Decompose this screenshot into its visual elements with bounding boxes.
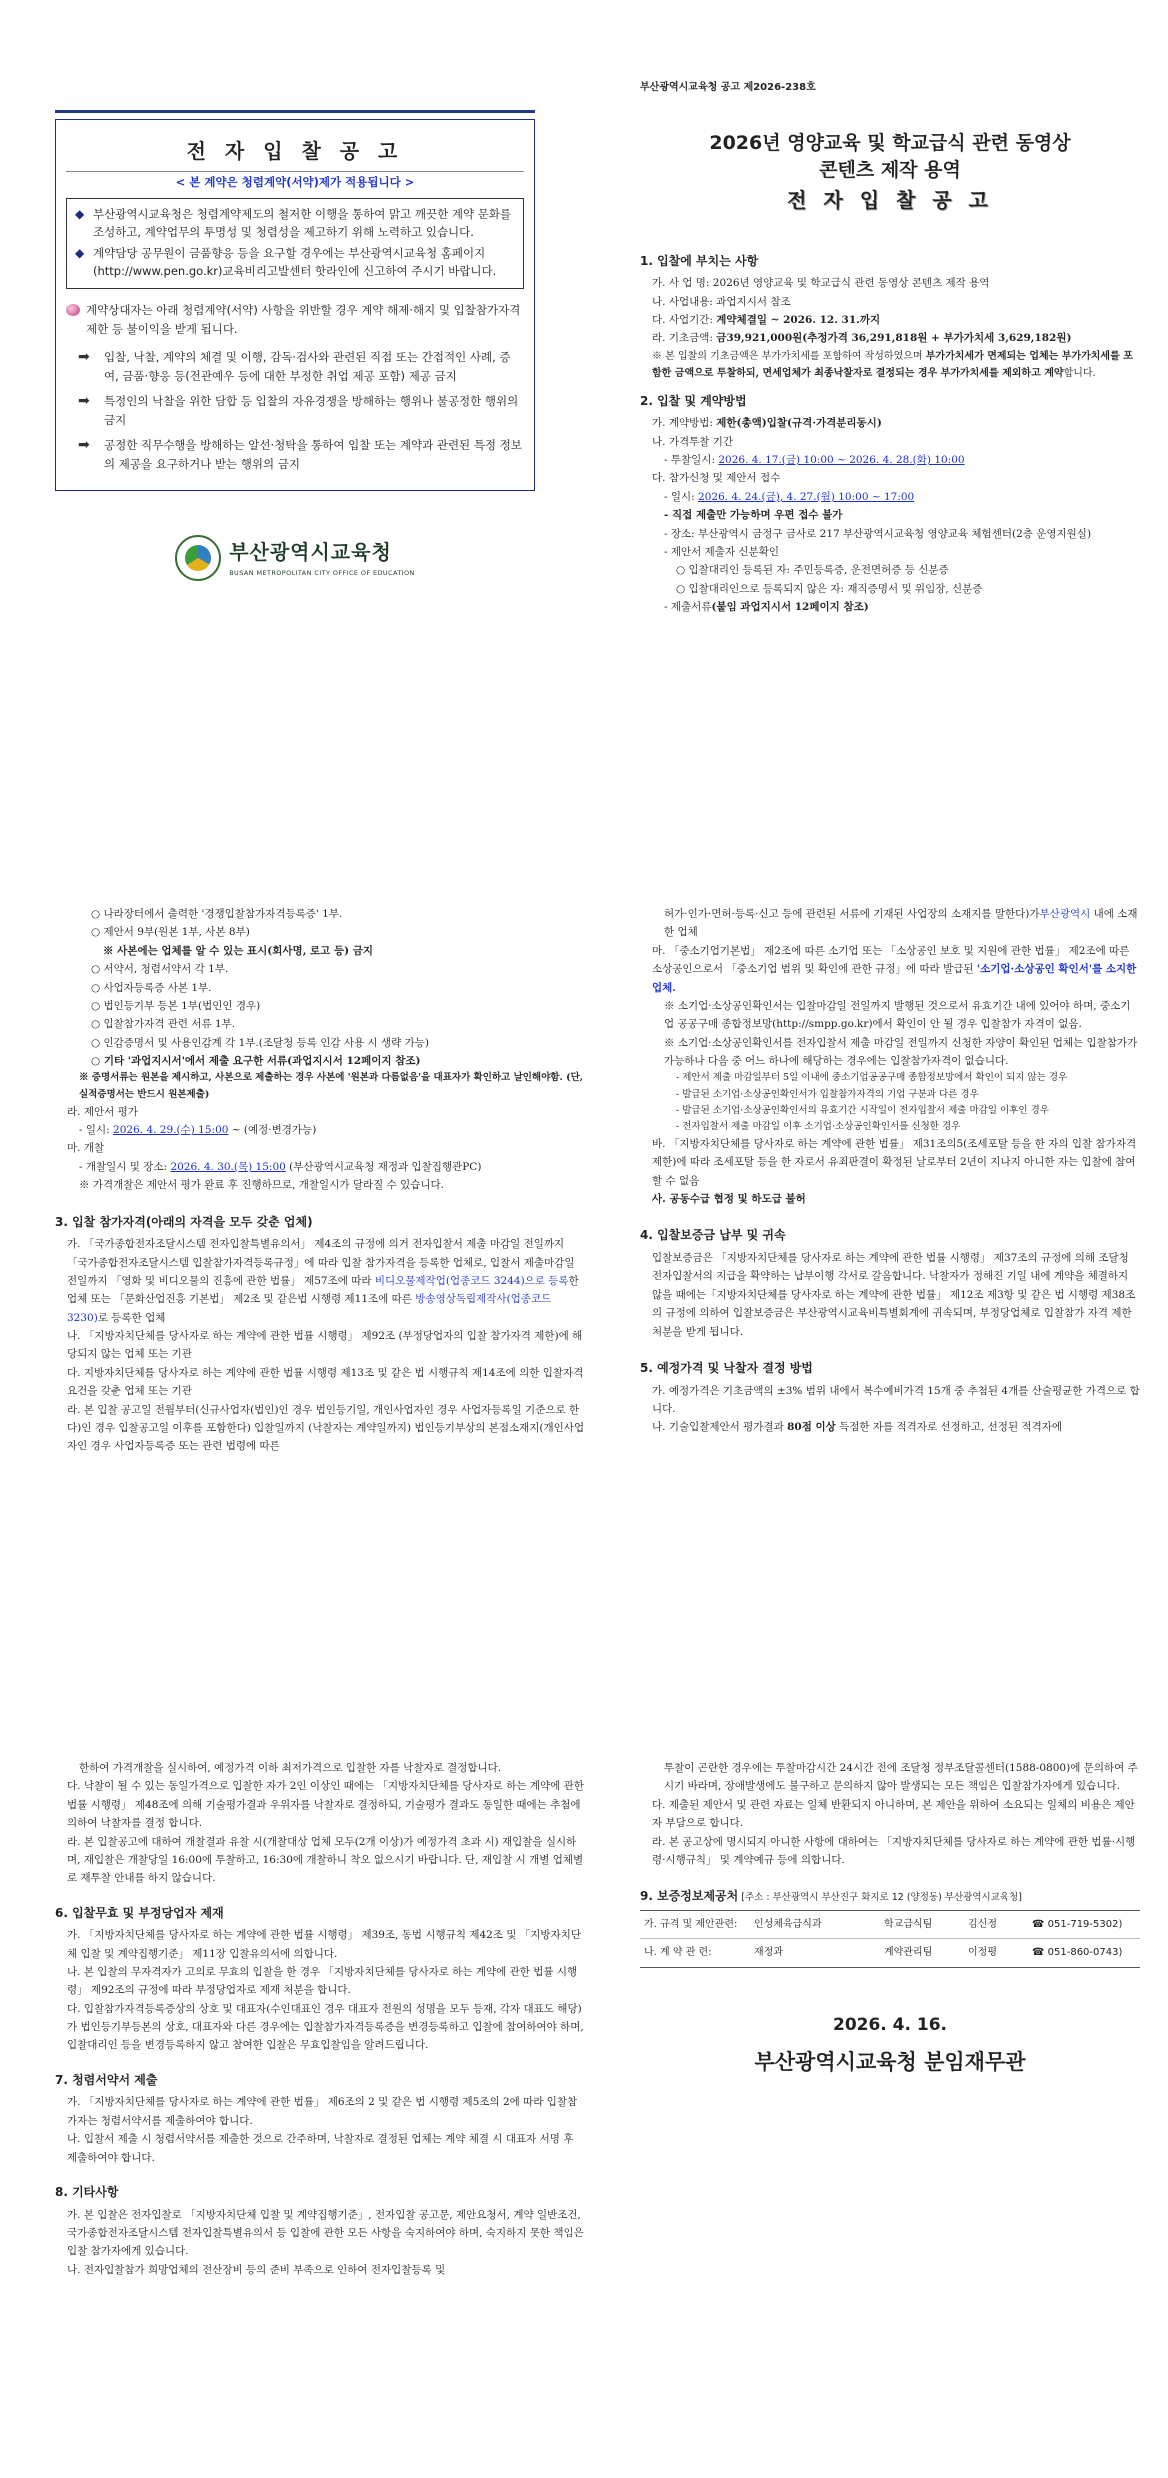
- arrow-right-icon: ➡: [78, 349, 90, 366]
- notice-item: ◆ 부산광역시교육청은 청렴계약제도의 철저한 이행을 통하여 맑고 깨끗한 계약 문화를 조성하고, 계약업무의 투명성 및 청렴성을 제고하기 위해 노력하고 있습니다.: [75, 205, 515, 242]
- notice-item: ◆ 계약담당 공무원이 금품향응 등을 요구할 경우에는 부산광역시교육청 홈페이지(http://www.pen.go.kr)교육비리고발센터 핫라인에 신고하여 주시기 바랍니다.: [75, 244, 515, 281]
- violation-item: ➡ 공정한 직무수행을 방해하는 알선·청탁을 통하여 입찰 또는 계약과 관련된 특정 정보의 제공을 요구하거나 받는 행위의 금지: [78, 436, 524, 474]
- top-rule: [55, 110, 535, 113]
- contact-row: 가. 규격 및 제안관련: 인성체육급식과 학교급식팀 김신정 ☎ 051-719-5302): [640, 1911, 1140, 1940]
- section-heading: 6. 입찰무효 및 부정당업자 제재: [55, 1905, 224, 1920]
- integrity-notice-box: [55, 119, 535, 491]
- logo-name: 부산광역시교육청: [229, 540, 392, 565]
- contact-row: 나. 계 약 관 련: 재정과 계약관리팀 이정평 ☎ 051-860-0743): [640, 1939, 1140, 1967]
- emblem-icon: [175, 535, 221, 581]
- section-heading: 2. 입찰 및 계약방법: [640, 393, 747, 408]
- announcement-number: 부산광역시교육청 공고 제2026-238호: [640, 82, 816, 93]
- warning-item: 계약상대자는 아래 청렴계약(서약) 사항을 위반할 경우 계약 해제·해지 및 입찰참가자격 제한 등 불이익을 받게 됩니다.: [66, 301, 524, 338]
- section-heading: 5. 예정가격 및 낙찰자 결정 방법: [640, 1360, 813, 1375]
- announcement-title-main: 전 자 입 찰 공 고: [787, 187, 993, 212]
- section-heading: 1. 입찰에 부치는 사항: [640, 253, 759, 268]
- announcement-page-2-left: ○ 나라장터에서 출력한 '경쟁입찰참가자격등록증' 1부. ○ 제안서 9부(원본 1부, 사본 8부) ※ 사본에는 업체를 알 수 있는 표시(회사명, 로고 등) 금지 ○ 서약서, 청렴서약서 각 1부. ○ 사업자등록증 사본 1부. ○ 법인등기부 등본 1부(법인인 경우) ○ 입찰참가자격 관련 서류 1부. ○ 인감증명서 및 사용인감계 각 1부.(조달청 등록 인감 사용 시 생략 가능) ○ 기타 '과업지시서'에서 제출 요구한 서류(과업지시서 12페이지 참조) ※ 증명서류는 원본을 제시하고, 사본으로 제출하는 경우 사본에 '원본과 다름없음'을 대표자가 확인하고 날인해야함. (단, 실적증명서는 반드시 원본제출) 라. 제안서 평가 - 일시: 2026. 4. 29.(수) 15:00 ~ (예정·변경가능) 마. 개찰 - 개찰일시 및 장소: 2026. 4. 30.(목) 15:00 (부산광역시교육청 재정과 입찰집행관PC) ※ 가격개찰은 제안서 평가 완료 후 진행하므로, 개찰일시가 달라질 수 있습니다. 3. 입찰 참가자격(아래의 자격을 모두 갖춘 업체) 가. 「국가종합전자조달시스템 전자입찰특별유의서」 제4조의 규정에 의거 전자입찰서 제출 마감일 전일까지 「국가종합전자조달시스템 입찰참가자격등록규정」에 따라 입찰 참가자격을 등록한 업체로, 입찰서 제출마감일 전일까지 「영화 및 비디오물의 진흥에 관한 법률」 제57조에 따라 비디오물제작업(업종코드 3244)으로 등록한 업체 또는 「문화산업진흥 기본법」 제2조 및 같은법 시행령 제11조에 따른 방송영상독립제작사(업종코드 3230)로 등록한 업체 나. 「지방자치단체를 당사자로 하는 계약에 관한 법률 시행령」 제92조 (부정당업자의 입찰 참가자격 제한)에 해당되지 않는 업체 또는 기관 다. 지방자치단체를 당사자로 하는 계약에 관한 법률 시행령 제13조 및 같은 법 시행규칙 제14조에 의한 입찰자격 요건을 갖춘 업체 또는 기관 라. 본 입찰 공고일 전월부터(신규사업자(법인)인 경우 법인등기일, 개인사업자인 경우 사업자등록일 기준으로 한다)인 경우 입찰공고일 이후를 포함한다) 입찰일까지 (낙찰자는 계약일까지) 법인등기부상의 본점소재지(개인사업자인 경우 사업자등록증 또는 관련 법령에 따른: [55, 908, 585, 1453]
- section-heading: 8. 기타사항: [55, 2184, 119, 2199]
- phone-number: ☎ 051-719-5302): [1032, 1918, 1123, 1930]
- cover-page: [55, 110, 535, 890]
- diamond-icon: ◆: [75, 245, 85, 260]
- integrity-inner-box: [66, 198, 524, 290]
- cover-subtitle: < 본 계약은 청렴계약(서약)제가 적용됩니다 >: [66, 171, 524, 192]
- cover-title: 전 자 입 찰 공 고: [186, 139, 404, 163]
- signature-date: 2026. 4. 16.: [832, 2014, 947, 2035]
- arrow-right-icon: ➡: [78, 437, 90, 454]
- section-heading: 9. 보증정보제공처 [주소 : 부산광역시 부산진구 화지로 12 (양정동) 부산광역시교육청]: [640, 1889, 1022, 1904]
- section-heading: 3. 입찰 참가자격(아래의 자격을 모두 갖춘 업체): [55, 1214, 313, 1229]
- arrow-right-icon: ➡: [78, 393, 90, 410]
- announcement-page-3-left: 한하여 가격개찰을 실시하여, 예정가격 이하 최저가격으로 입찰한 자를 낙찰자로 결정합니다. 다. 낙찰이 될 수 있는 동일가격으로 입찰한 자가 2인 이상인 때에는 「지방자치단체를 당사자로 하는 계약에 관한 법률 시행령」 제48조에 의해 기술평가결과 우위자를 낙찰자로 결정하되, 기술평가 결과도 동일한 때에는 추첨에 의하여 낙찰자를 결정 합니다. 라. 본 입찰공고에 대하여 개찰결과 유찰 시(개찰대상 업체 모두(2개 이상)가 예정가격 초과 시) 재입찰을 실시하며, 재입찰은 개찰당일 16:00에 투찰하고, 16:30에 개찰하니 착오 없으시기 바랍니다. 단, 재입찰 시 개별 업체별로 재투찰 안내를 하지 않습니다. 6. 입찰무효 및 부정당업자 제재 가. 「지방자치단체를 당사자로 하는 계약에 관한 법률 시행령」 제39조, 동법 시행규칙 제42조 및 「지방자치단체 입찰 및 계약집행기준」 제11장 입찰유의서에 의합니다. 나. 본 입찰의 무자격자가 고의로 무효의 입찰을 한 경우 「지방자치단체를 당사자로 하는 계약에 관한 법률 시행령」 제92조의 규정에 따라 부정당업자로 제재 처분을 합니다. 다. 입찰참가자격등록증상의 상호 및 대표자(수인대표인 경우 대표자 전원의 성명을 모두 등재, 각자 대표도 해당)가 법인등기부등본의 상호, 대표자와 다른 경우에는 입찰참가자격등록증을 변경등록하고 입찰에 참여하여야 하며, 입찰대리인 등을 변경등록하지 않고 참여한 입찰은 무효입찰임을 알려드립니다. 7. 청렴서약서 제출 가. 「지방자치단체를 당사자로 하는 계약에 관한 법률」 제6조의 2 및 같은 법 시행령 제5조의 2에 따라 입찰참가자는 청렴서약서를 제출하여야 합니다. 나. 입찰서 제출 시 청렴서약서를 제출한 것으로 간주하며, 낙찰자로 결정된 업체는 계약 체결 시 대표자 서명 후 제출하여야 합니다. 8. 기타사항 가. 본 입찰은 전자입찰로 「지방자치단체 입찰 및 계약집행기준」, 전자입찰 공고문, 제안요청서, 계약 일반조건, 국가종합전자조달시스템 전자입찰특별유의서 등 입찰에 관한 모든 사항을 숙지하여야 하며, 숙지하지 못한 책임은 입찰 참가자에게 있습니다. 나. 전자입찰참가 희망업체의 전산장비 등의 준비 부족으로 인하여 전자입찰등록 및: [55, 1762, 584, 2276]
- phone-number: ☎ 051-860-0743): [1032, 1947, 1123, 1959]
- section-heading: 7. 청렴서약서 제출: [55, 2072, 158, 2087]
- announcement-page-1: 부산광역시교육청 공고 제2026-238호 2026년 영양교육 및 학교급식 관련 동영상 콘텐츠 제작 용역 전 자 입 찰 공 고 1. 입찰에 부치는 사항 가. 사 업 명: 2026년 영양교육 및 학교급식 관련 동영상 콘텐츠 제작 용역 나. 사업내용: 과업지시서 참조 다. 사업기간: 계약체결일 ~ 2026. 12. 31.까지 라. 기초금액: 금39,921,000원(추정가격 36,291,818원 + 부가가치세 3,629,182원) ※ 본 입찰의 기초금액은 부가가치세를 포함하여 작성하였으며 부가가치세가 면제되는 업체는 부가가치세를 포함한 금액으로 투찰하되, 면세업체가 최종낙찰자로 결정되는 경우 부가가치세를 제외하고 계약합니다. 2. 입찰 및 계약방법 가. 계약방법: 제한(총액)입찰(규격·가격분리동시) 나. 가격투찰 기간 - 투찰일시: 2026. 4. 17.(금) 10:00 ~ 2026. 4. 28.(화) 10:00 다. 참가신청 및 제안서 접수 - 일시: 2026. 4. 24.(금), 4. 27.(월) 10:00 ~ 17:00 - 직접 제출만 가능하며 우편 접수 불가 - 장소: 부산광역시 금정구 금사로 217 부산광역시교육청 영양교육 체험센터(2층 운영지원실) - 제안서 제출자 신분확인 ○ 입찰대리인 등록된 자: 주민등록증, 운전면허증 등 신분증 ○ 입찰대리인으로 등록되지 않은 자: 재직증명서 및 위임장, 신분증 - 제출서류(붙임 과업지시서 12페이지 참조): [640, 80, 1140, 890]
- announcement-page-3-right: 투찰이 곤란한 경우에는 투찰마감시간 24시간 전에 조달청 정부조달콜센터(1588-0800)에 문의하여 주시기 바라며, 장애발생에도 불구하고 문의하지 않아 발생되는 모든 책임은 입찰참가자에게 있습니다. 다. 제출된 제안서 및 관련 자료는 일체 반환되지 아니하며, 본 제안을 위하여 소요되는 일체의 비용은 제안자 부담으로 합니다. 라. 본 공고상에 명시되지 아니한 사항에 대하여는 「지방자치단체를 당사자로 하는 계약에 관한 법률·시행령·시행규칙」 및 계약예규 등에 의합니다. 9. 보증정보제공처 [주소 : 부산광역시 부산진구 화지로 12 (양정동) 부산광역시교육청] 가. 규격 및 제안관련: 인성체육급식과 학교급식팀 김신정 ☎ 051-719-5302) 나. 계 약 관 련: 재정과 계약관리팀 이정평 ☎ 051-860-0743) 2026. 4. 16. 부산광역시교육청 분임재무관: [640, 1745, 1140, 2465]
- violation-item: ➡ 특정인의 낙찰을 위한 담합 등 입찰의 자유경쟁을 방해하는 행위나 불공정한 행위의 금지: [78, 392, 524, 430]
- section-heading: 4. 입찰보증금 납부 및 귀속: [640, 1228, 786, 1243]
- diamond-icon: ◆: [75, 206, 85, 221]
- logo-subtitle: BUSAN METROPOLITAN CITY OFFICE OF EDUCATION: [229, 569, 415, 578]
- contact-table: [640, 1910, 1140, 1968]
- note: ※ 본 입찰의 기초금액은 부가가치세를 포함하여 작성하였으며 부가가치세가 면제되는 업체는 부가가치세를 포함한 금액으로 투찰하되, 면세업체가 최종낙찰자로 결정되는 경우 부가가치세를 제외하고 계약합니다.: [652, 350, 1133, 379]
- announcement-title: 2026년 영양교육 및 학교급식 관련 동영상: [709, 131, 1071, 154]
- announcement-page-2-right: 허가·인가·면허·등록·신고 등에 관련된 서류에 기재된 사업장의 소재지를 말한다)가부산광역시 내에 소재한 업체 마. 「중소기업기본법」 제2조에 따른 소기업 또는 「소상공인 보호 및 지원에 관한 법률」 제2조에 따른 소상공인으로서 「중소기업 범위 및 확인에 관한 규정」에 따라 발급된 '소기업·소상공인 확인서'를 소지한 업체. ※ 소기업·소상공인확인서는 입찰마감일 전일까지 발행된 것으로서 유효기간 내에 있어야 하며, 중소기업 공공구매 종합정보망(http://smpp.go.kr)에서 확인이 안 될 경우 입찰참가 자격이 없음. ※ 소기업·소상공인확인서를 전자입찰서 제출 마감일 전일까지 신청한 자양이 확인된 업체는 입찰참가가 가능하나 다음 중 어느 하나에 해당하는 경우에는 입찰참가자격이 없습니다. - 제안서 제출 마감일부터 5일 이내에 중소기업공공구매 종합정보망에서 확인이 되지 않는 경우 - 발급된 소기업·소상공인확인서가 입찰참가자격의 기업 구분과 다른 경우 - 발급된 소기업·소상공인확인서의 유효기간 시작일이 전자입찰서 제출 마감일 이후인 경우 - 전자입찰서 제출 마감일 이후 소기업·소상공인확인서를 신청한 경우 바. 「지방자치단체를 당사자로 하는 계약에 관한 법률」 제31조의5(조세포탈 등을 한 자의 입찰 참가자격 제한)에 따라 조세포탈 등을 한 자로서 유죄판결이 확정된 날로부터 2년이 지나지 아니한 자는 입찰에 참여할 수 없음 사. 공동수급 협정 및 하도급 불허 4. 입찰보증금 납부 및 귀속 입찰보증금은 「지방자치단체를 당사자로 하는 계약에 관한 법률 시행령」 제37조의 규정에 의해 조달청 전자입찰서의 지급을 확약하는 납부이행 각서로 갈음합니다. 낙찰자가 정해진 기일 내에 계약을 체결하지 않을 때에는「지방자치단체를 당사자로 하는 계약에 관한 법률」 제12조 제3항 및 같은 법 시행령 제38조의 규정에 의하여 입찰보증금은 부산광역시교육비특별회계에 귀속되며, 부정당업체로 입찰참가 자격 제한 처분을 받게 됩니다. 5. 예정가격 및 낙찰자 결정 방법 가. 예정가격은 기초금액의 ±3% 범위 내에서 복수예비가격 15개 중 추첨된 4개를 산술평균한 가격으로 합니다. 나. 기술입찰제안서 평가결과 80점 이상 득점한 자를 적격자로 선정하고, 선정된 적격자에: [640, 908, 1140, 1434]
- bullet-ball-icon: [66, 304, 80, 316]
- violation-item: ➡ 입찰, 낙찰, 계약의 체결 및 이행, 감독·검사와 관련된 직접 또는 간접적인 사례, 증여, 금품·향응 등(전관예우 등에 대한 부정한 취업 제공 포함) 제공 금지: [78, 348, 524, 386]
- signature-name: 부산광역시교육청 분임재무관: [754, 2050, 1026, 2075]
- announcement-title: 콘텐츠 제작 용역: [819, 159, 961, 182]
- office-logo: [55, 535, 535, 581]
